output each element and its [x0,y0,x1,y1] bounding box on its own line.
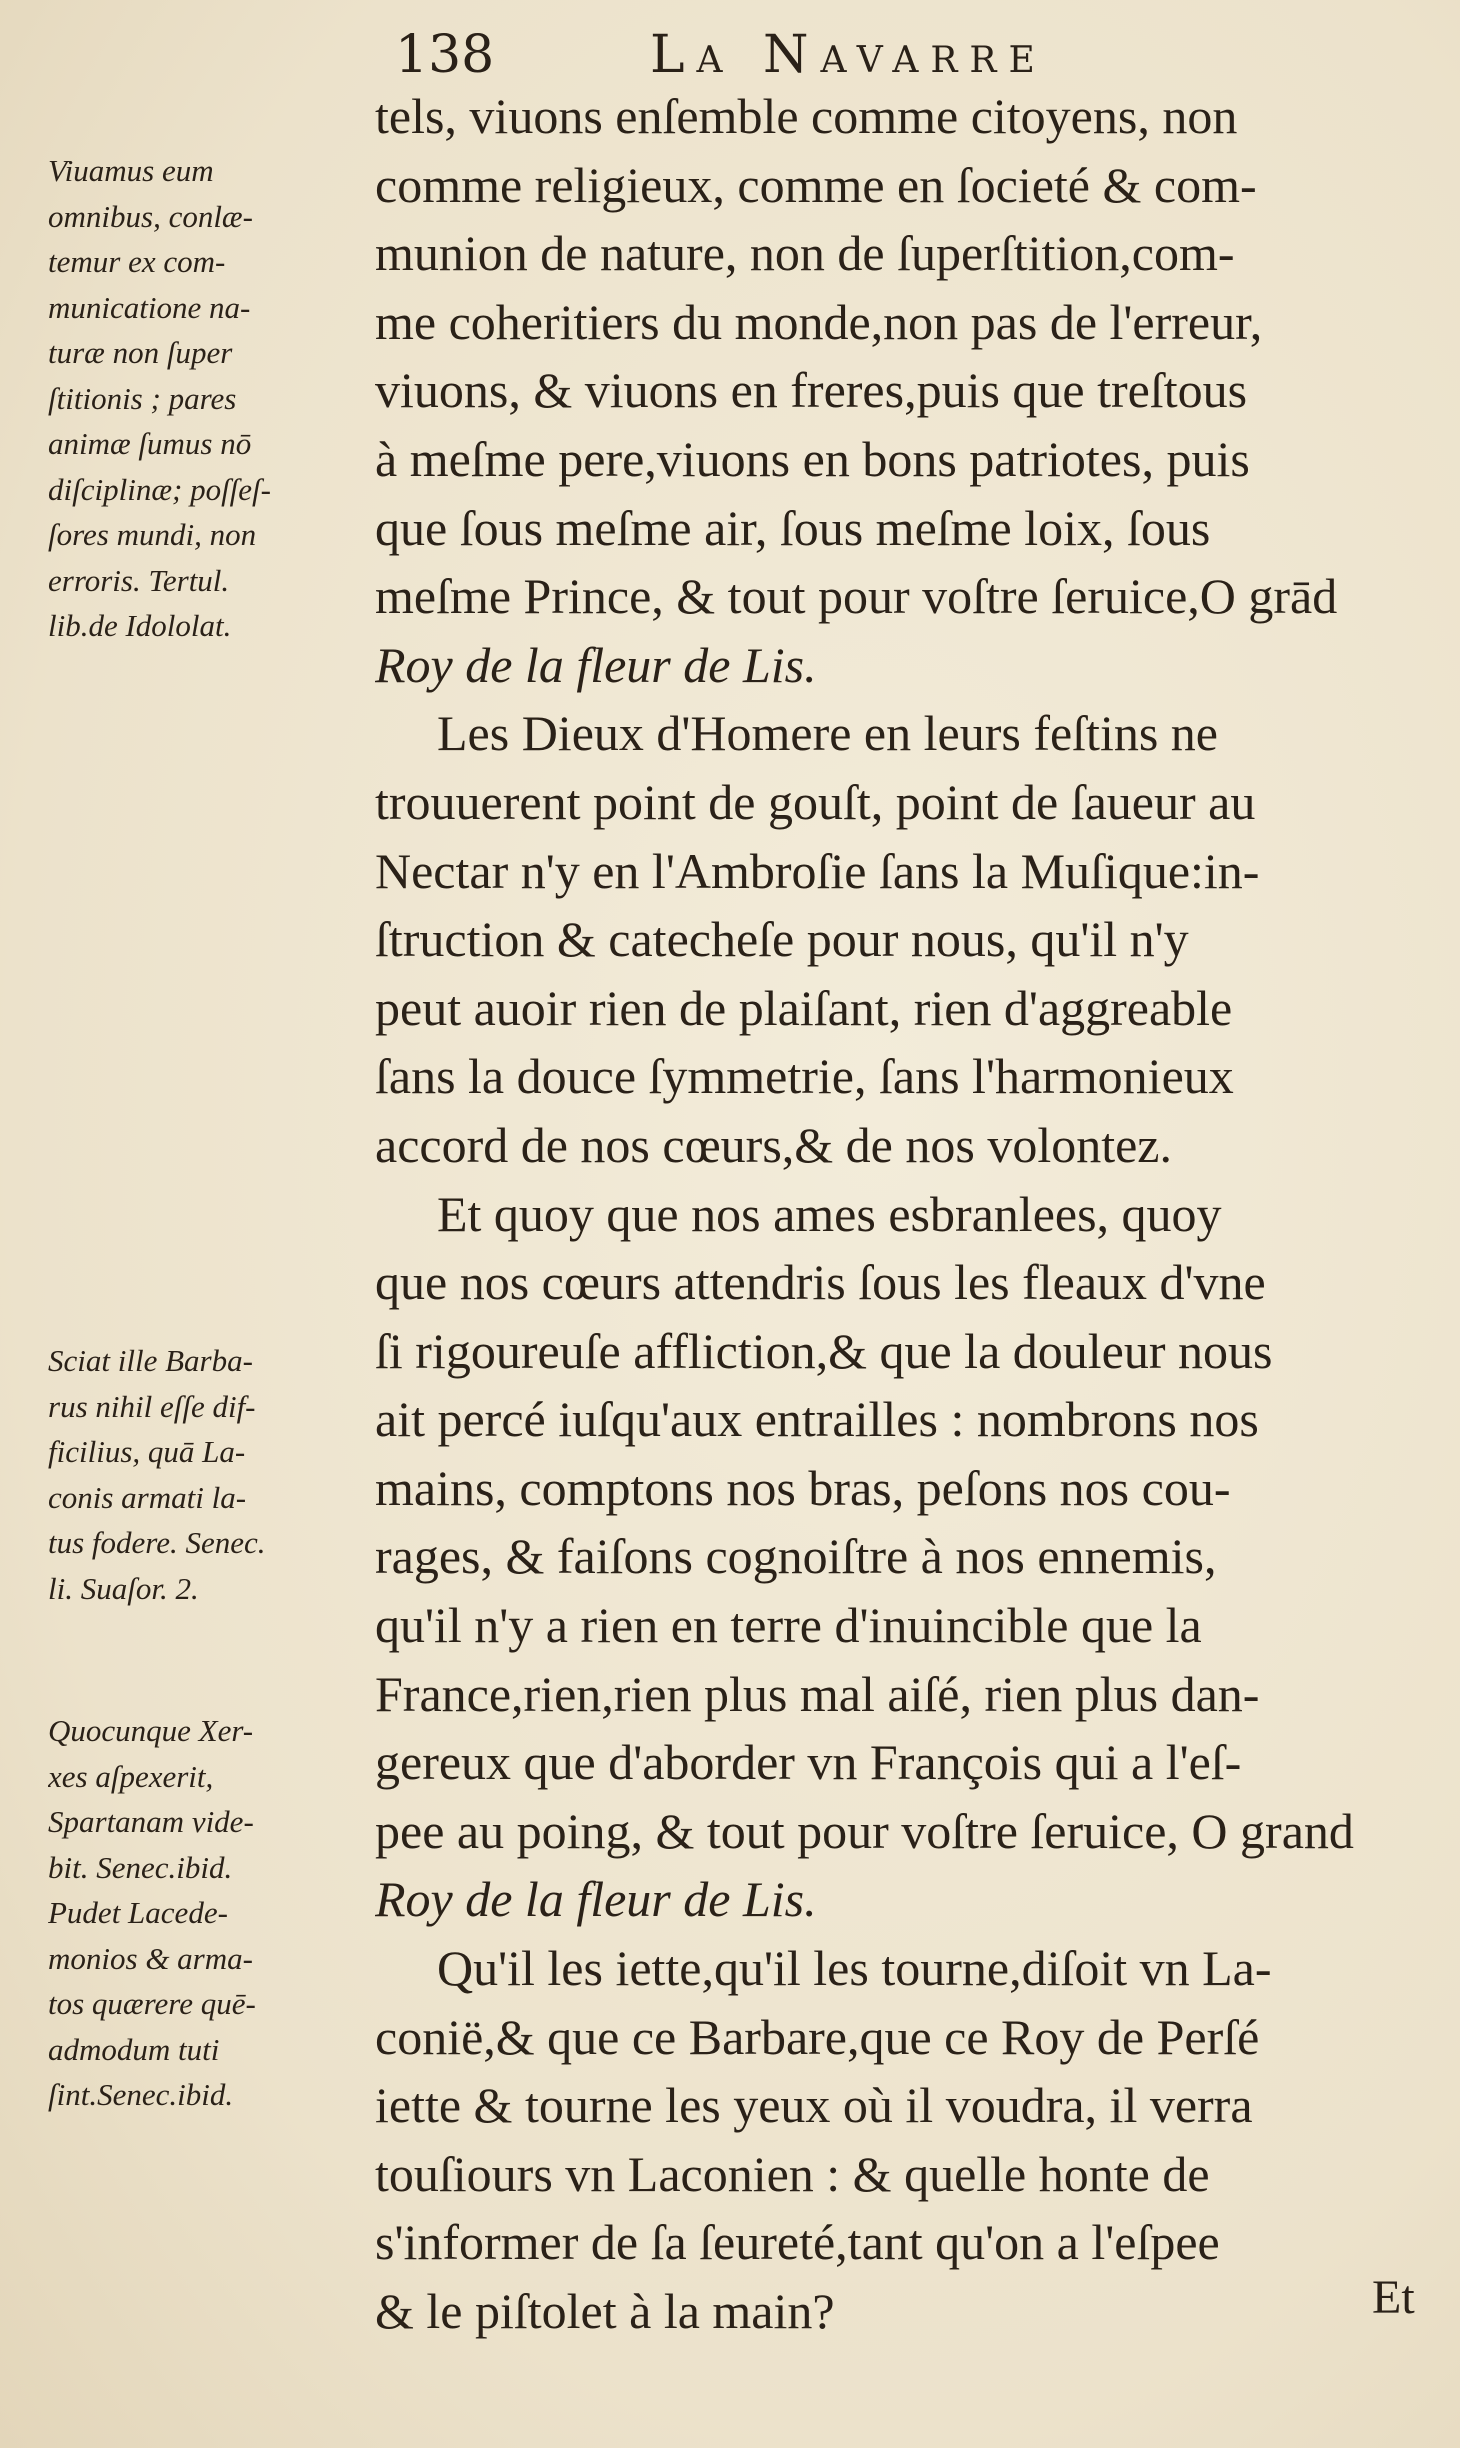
marginal-note-line: li. Suaſor. 2. [48,1570,199,1606]
text-line: peut auoir rien de plaiſant, rien d'aggreable [375,979,1233,1036]
text-line: ait percé iuſqu'aux entrailles : nombrons nos [375,1391,1259,1448]
text-line: Nectar n'y en l'Ambroſie ſans la Muſique:in- [375,842,1260,899]
text-line: tels, viuons enſemble comme citoyens, non [375,88,1238,144]
text-line: iette & tourne les yeux où il voudra, il verra [375,2077,1253,2134]
marginal-note-line: xes aſpexerit, [48,1758,214,1794]
text-line: conië,& que ce Barbare,que ce Roy de Perſé [375,2008,1260,2065]
text-line: accord de nos cœurs,& de nos volontez. [375,1116,1172,1173]
catchword: Et [1372,2271,1415,2324]
marginal-note-line: tus fodere. Senec. [48,1525,266,1560]
text-line: meſme Prince, & tout pour voſtre ſeruice,O grād [375,568,1338,625]
marginal-note [48,1338,368,1611]
marginal-note-line: admodum tuti [48,2031,220,2067]
text-line: Les Dieux d'Homere en leurs feſtins ne [437,705,1218,762]
marginal-note-line: Quocunque Xer- [48,1713,254,1748]
text-line: Et quoy que nos ames esbranlees, quoy [437,1185,1222,1242]
marginal-note-line: tos quærere quē- [48,1986,256,2021]
text-line: que nos cœurs attendris ſous les fleaux d'vne [375,1254,1266,1311]
text-line: Roy de la fleur de Lis. [375,636,817,693]
text-line: mains, comptons nos bras, peſons nos cou- [375,1459,1231,1516]
marginal-note [48,148,368,649]
text-line: trouuerent point de gouſt, point de ſaueur au [375,773,1256,830]
marginal-note-line: turæ non ſuper [48,335,233,370]
marginal-note-line: rus nihil eſſe dif- [48,1388,256,1424]
marginal-note-line: Viuamus eum [48,153,214,188]
text-line: comme religieux, comme en ſocieté & com- [375,156,1257,213]
marginal-note-line: monios & arma- [48,1940,253,1976]
text-line: Roy de la fleur de Lis. [375,1871,817,1928]
text-line: pee au poing, & tout pour voſtre ſeruice, O grand [375,1802,1354,1859]
marginal-note-line: municatione na- [48,289,251,325]
running-title: La Navarre [650,25,1047,85]
text-line: munion de nature, non de ſuperſtition,com- [375,225,1235,282]
text-line: & le piſtolet à la main? [375,2283,835,2339]
marginal-note-line: ficilius, quā La- [48,1434,246,1469]
text-line: me coheritiers du monde,non pas de l'erreur, [375,293,1263,350]
text-line: ſtruction & catecheſe pour nous, qu'il n'y [375,911,1189,968]
marginal-note-line: animæ ſumus nō [48,426,252,461]
text-line: ſi rigoureuſe affliction,& que la douleur nous [375,1322,1273,1379]
marginal-note-line: ſtitionis ; pares [48,380,237,416]
marginal-note-line: conis armati la- [48,1479,247,1515]
text-line: France,rien,rien plus mal aiſé, rien plus dan- [375,1665,1260,1722]
running-header [395,20,1435,90]
text-line: ſans la douce ſymmetrie, ſans l'harmonieux [375,1048,1234,1105]
marginal-note-line: bit. Senec.ibid. [48,1849,233,1885]
text-line: qu'il n'y a rien en terre d'inuincible que la [375,1597,1202,1654]
text-line: viuons, & viuons en freres,puis que treſtous [375,362,1248,419]
text-line: que ſous meſme air, ſous meſme loix, ſous [375,499,1211,556]
marginal-note-line: temur ex com- [48,244,226,279]
marginal-note-line: diſciplinæ; poſſeſ- [48,471,271,507]
text-line: Qu'il les iette,qu'il les tourne,diſoit vn La- [437,1940,1272,1997]
text-line: rages, & faiſons cognoiſtre à nos ennemis, [375,1528,1217,1585]
marginal-note-line: lib.de Idololat. [48,608,232,643]
text-line: gereux que d'aborder vn François qui a l'eſ- [375,1734,1242,1791]
page-number: 138 [395,25,495,85]
text-line: touſiours vn Laconien : & quelle honte de [375,2145,1210,2202]
text-line: à meſme pere,viuons en bons patriotes, puis [375,430,1250,487]
marginal-note [48,1708,368,2118]
marginal-note-line: Spartanam vide- [48,1804,254,1839]
marginal-note-line: Pudet Lacede- [48,1895,228,1930]
marginal-note-line: ſint.Senec.ibid. [48,2077,234,2112]
main-text-column [375,82,1425,2346]
marginal-note-line: erroris. Tertul. [48,562,230,598]
text-line: s'informer de ſa ſeureté,tant qu'on a l'eſpee [375,2214,1220,2271]
marginal-note-line: omnibus, conlæ- [48,198,253,234]
marginal-note-line: ſores mundi, non [48,517,257,552]
marginal-note-line: Sciat ille Barba- [48,1343,253,1378]
